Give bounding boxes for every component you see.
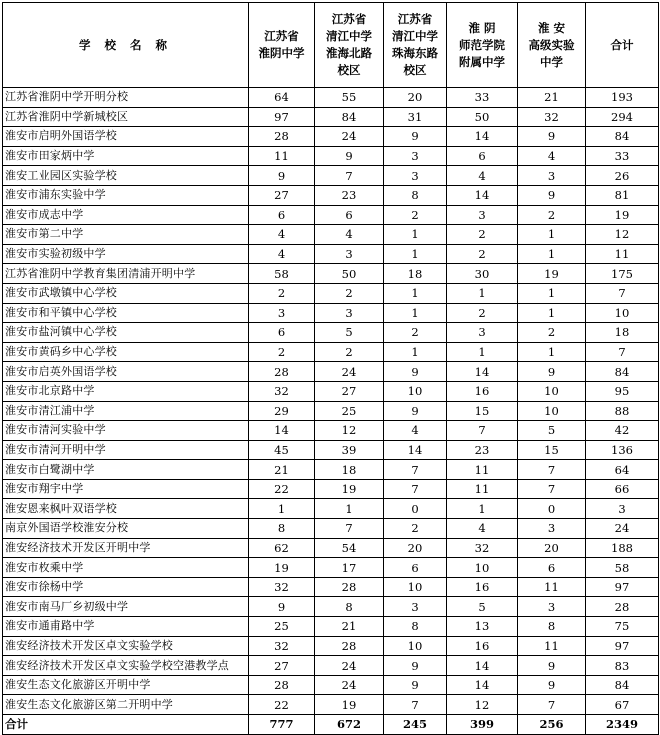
value-cell: 193 [586, 88, 659, 108]
value-cell: 29 [249, 401, 315, 421]
value-cell: 12 [315, 421, 384, 441]
value-cell: 18 [315, 460, 384, 480]
value-cell: 58 [249, 264, 315, 284]
value-cell: 25 [315, 401, 384, 421]
value-cell: 84 [315, 107, 384, 127]
school-name-cell: 淮安市翔宇中学 [3, 479, 249, 499]
school-name-cell: 淮安市清江浦中学 [3, 401, 249, 421]
table-row [3, 675, 659, 695]
school-name-cell: 淮安市盐河镇中心学校 [3, 323, 249, 343]
value-cell: 45 [249, 440, 315, 460]
value-cell: 1 [249, 499, 315, 519]
value-cell: 3 [447, 205, 518, 225]
value-cell: 7 [586, 283, 659, 303]
value-cell: 22 [249, 479, 315, 499]
table-row [3, 205, 659, 225]
table-row [3, 538, 659, 558]
value-cell: 26 [586, 166, 659, 186]
value-cell: 33 [586, 146, 659, 166]
value-cell: 9 [518, 675, 586, 695]
value-cell: 1 [518, 225, 586, 245]
table-row [3, 127, 659, 147]
value-cell: 8 [249, 519, 315, 539]
value-cell: 3 [384, 166, 447, 186]
school-name-cell: 淮安市徐杨中学 [3, 577, 249, 597]
school-name-cell: 淮安市通甫路中学 [3, 617, 249, 637]
value-cell: 1 [518, 342, 586, 362]
value-cell: 6 [518, 558, 586, 578]
value-cell: 1 [384, 225, 447, 245]
value-cell: 2 [249, 342, 315, 362]
table-row [3, 617, 659, 637]
value-cell: 97 [586, 636, 659, 656]
value-cell: 7 [315, 166, 384, 186]
value-cell: 64 [249, 88, 315, 108]
value-cell: 0 [384, 499, 447, 519]
value-cell: 294 [586, 107, 659, 127]
school-name-cell: 淮安市清河开明中学 [3, 440, 249, 460]
school-name-cell: 淮安市武墩镇中心学校 [3, 283, 249, 303]
value-cell: 3 [384, 597, 447, 617]
value-cell: 9 [384, 127, 447, 147]
column-header [586, 3, 659, 88]
table-row [3, 225, 659, 245]
value-cell: 188 [586, 538, 659, 558]
table-row [3, 421, 659, 441]
value-cell: 27 [249, 185, 315, 205]
total-cell: 2349 [586, 715, 659, 735]
value-cell: 6 [249, 205, 315, 225]
school-name-cell: 淮安经济技术开发区卓文实验学校 [3, 636, 249, 656]
value-cell: 16 [447, 577, 518, 597]
column-header-line: 珠海东路 [392, 46, 438, 60]
value-cell: 1 [384, 342, 447, 362]
value-cell: 7 [384, 479, 447, 499]
value-cell: 1 [315, 499, 384, 519]
school-name-cell: 淮安市黄码乡中心学校 [3, 342, 249, 362]
column-header-line: 校区 [337, 63, 361, 77]
value-cell: 42 [586, 421, 659, 441]
value-cell: 6 [315, 205, 384, 225]
value-cell: 7 [518, 479, 586, 499]
table-row [3, 656, 659, 676]
value-cell: 9 [249, 166, 315, 186]
value-cell: 4 [447, 519, 518, 539]
table-row [3, 401, 659, 421]
value-cell: 3 [586, 499, 659, 519]
school-name-cell: 淮安市白鹭湖中学 [3, 460, 249, 480]
value-cell: 2 [315, 283, 384, 303]
value-cell: 28 [249, 675, 315, 695]
value-cell: 4 [384, 421, 447, 441]
value-cell: 19 [315, 695, 384, 715]
school-name-cell: 淮安生态文化旅游区第二开明中学 [3, 695, 249, 715]
value-cell: 9 [384, 656, 447, 676]
column-header-line: 清江中学 [326, 29, 372, 43]
value-cell: 2 [518, 323, 586, 343]
value-cell: 5 [518, 421, 586, 441]
value-cell: 12 [447, 695, 518, 715]
value-cell: 83 [586, 656, 659, 676]
column-header-line: 淮海北路 [326, 46, 372, 60]
value-cell: 9 [249, 597, 315, 617]
table-row [3, 577, 659, 597]
value-cell: 7 [384, 460, 447, 480]
value-cell: 10 [384, 636, 447, 656]
table-row [3, 519, 659, 539]
value-cell: 23 [447, 440, 518, 460]
value-cell: 32 [249, 636, 315, 656]
value-cell: 10 [384, 381, 447, 401]
value-cell: 64 [586, 460, 659, 480]
value-cell: 19 [518, 264, 586, 284]
value-cell: 2 [315, 342, 384, 362]
value-cell: 88 [586, 401, 659, 421]
table-row [3, 695, 659, 715]
value-cell: 4 [518, 146, 586, 166]
value-cell: 25 [249, 617, 315, 637]
school-name-cell: 淮安市清河实验中学 [3, 421, 249, 441]
school-name-cell: 江苏省淮阴中学新城校区 [3, 107, 249, 127]
table-row [3, 244, 659, 264]
value-cell: 14 [384, 440, 447, 460]
value-cell: 13 [447, 617, 518, 637]
value-cell: 62 [249, 538, 315, 558]
value-cell: 2 [384, 205, 447, 225]
value-cell: 55 [315, 88, 384, 108]
table-row [3, 499, 659, 519]
value-cell: 14 [447, 656, 518, 676]
school-name-cell: 淮安市北京路中学 [3, 381, 249, 401]
value-cell: 24 [315, 127, 384, 147]
value-cell: 9 [384, 675, 447, 695]
value-cell: 1 [518, 283, 586, 303]
school-name-cell: 淮安市第二中学 [3, 225, 249, 245]
value-cell: 28 [315, 577, 384, 597]
value-cell: 9 [384, 401, 447, 421]
value-cell: 32 [249, 381, 315, 401]
value-cell: 2 [447, 244, 518, 264]
value-cell: 9 [315, 146, 384, 166]
column-header-line: 淮 安 [537, 20, 565, 35]
value-cell: 24 [315, 675, 384, 695]
value-cell: 9 [384, 362, 447, 382]
value-cell: 136 [586, 440, 659, 460]
value-cell: 21 [315, 617, 384, 637]
value-cell: 28 [249, 362, 315, 382]
value-cell: 50 [447, 107, 518, 127]
column-header [384, 3, 447, 88]
value-cell: 21 [518, 88, 586, 108]
value-cell: 28 [249, 127, 315, 147]
value-cell: 95 [586, 381, 659, 401]
column-header [249, 3, 315, 88]
value-cell: 8 [384, 185, 447, 205]
table-row [3, 479, 659, 499]
value-cell: 8 [315, 597, 384, 617]
value-cell: 33 [447, 88, 518, 108]
value-cell: 6 [384, 558, 447, 578]
school-name-cell: 淮安市启英外国语学校 [3, 362, 249, 382]
value-cell: 10 [586, 303, 659, 323]
value-cell: 11 [518, 636, 586, 656]
column-header-line: 高级实验 [528, 37, 575, 52]
value-cell: 11 [518, 577, 586, 597]
table-row [3, 460, 659, 480]
value-cell: 24 [586, 519, 659, 539]
column-header-line: 中学 [540, 54, 563, 69]
total-cell: 777 [249, 715, 315, 735]
table-row [3, 88, 659, 108]
school-name-cell: 南京外国语学校淮安分校 [3, 519, 249, 539]
school-name-cell: 淮安市成志中学 [3, 205, 249, 225]
school-name-cell: 淮安经济技术开发区开明中学 [3, 538, 249, 558]
value-cell: 175 [586, 264, 659, 284]
value-cell: 10 [384, 577, 447, 597]
value-cell: 50 [315, 264, 384, 284]
table-row [3, 558, 659, 578]
school-name-cell: 淮安市实验初级中学 [3, 244, 249, 264]
value-cell: 6 [249, 323, 315, 343]
value-cell: 2 [384, 323, 447, 343]
school-name-cell: 淮安市南马厂乡初级中学 [3, 597, 249, 617]
total-row [3, 715, 659, 735]
value-cell: 31 [384, 107, 447, 127]
school-name-header: 学 校 名 称 [3, 3, 249, 88]
value-cell: 17 [315, 558, 384, 578]
value-cell: 15 [447, 401, 518, 421]
table-row [3, 303, 659, 323]
value-cell: 24 [315, 656, 384, 676]
value-cell: 3 [518, 166, 586, 186]
school-name-cell: 淮安市启明外国语学校 [3, 127, 249, 147]
value-cell: 10 [447, 558, 518, 578]
table-row [3, 264, 659, 284]
school-name-cell: 淮安工业园区实验学校 [3, 166, 249, 186]
value-cell: 14 [447, 675, 518, 695]
value-cell: 21 [249, 460, 315, 480]
column-header-line: 清江中学 [392, 29, 438, 43]
value-cell: 19 [249, 558, 315, 578]
column-header-line: 淮阴中学 [258, 46, 305, 60]
table-row [3, 636, 659, 656]
value-cell: 5 [315, 323, 384, 343]
value-cell: 20 [384, 538, 447, 558]
column-header [315, 3, 384, 88]
value-cell: 20 [518, 538, 586, 558]
value-cell: 12 [586, 225, 659, 245]
value-cell: 4 [249, 225, 315, 245]
value-cell: 4 [249, 244, 315, 264]
value-cell: 3 [315, 244, 384, 264]
value-cell: 5 [447, 597, 518, 617]
value-cell: 58 [586, 558, 659, 578]
column-header-line: 江苏省 [397, 12, 433, 26]
school-name-cell: 淮安生态文化旅游区开明中学 [3, 675, 249, 695]
value-cell: 32 [518, 107, 586, 127]
value-cell: 3 [315, 303, 384, 323]
value-cell: 11 [447, 479, 518, 499]
value-cell: 81 [586, 185, 659, 205]
value-cell: 39 [315, 440, 384, 460]
value-cell: 1 [447, 499, 518, 519]
value-cell: 23 [315, 185, 384, 205]
value-cell: 16 [447, 636, 518, 656]
school-name-cell: 淮安市枚乘中学 [3, 558, 249, 578]
allocation-table [2, 2, 659, 735]
total-cell: 672 [315, 715, 384, 735]
value-cell: 11 [447, 460, 518, 480]
value-cell: 10 [518, 401, 586, 421]
column-header-line: 合计 [610, 37, 634, 52]
value-cell: 20 [384, 88, 447, 108]
value-cell: 66 [586, 479, 659, 499]
value-cell: 16 [447, 381, 518, 401]
value-cell: 67 [586, 695, 659, 715]
total-cell: 245 [384, 715, 447, 735]
table-row [3, 166, 659, 186]
column-header-line: 师范学院 [459, 37, 505, 52]
value-cell: 14 [447, 185, 518, 205]
value-cell: 18 [586, 323, 659, 343]
value-cell: 9 [518, 656, 586, 676]
school-name-cell: 淮安市和平镇中心学校 [3, 303, 249, 323]
table-row [3, 185, 659, 205]
value-cell: 4 [447, 166, 518, 186]
value-cell: 9 [518, 185, 586, 205]
value-cell: 3 [518, 519, 586, 539]
value-cell: 8 [518, 617, 586, 637]
value-cell: 7 [518, 695, 586, 715]
value-cell: 7 [518, 460, 586, 480]
column-header-line: 校区 [403, 63, 427, 77]
value-cell: 14 [447, 127, 518, 147]
table-row [3, 107, 659, 127]
value-cell: 3 [249, 303, 315, 323]
value-cell: 14 [447, 362, 518, 382]
table-row [3, 283, 659, 303]
table-row [3, 146, 659, 166]
value-cell: 7 [586, 342, 659, 362]
value-cell: 7 [384, 695, 447, 715]
value-cell: 1 [518, 244, 586, 264]
value-cell: 19 [315, 479, 384, 499]
value-cell: 22 [249, 695, 315, 715]
total-cell: 399 [447, 715, 518, 735]
value-cell: 84 [586, 362, 659, 382]
value-cell: 3 [447, 323, 518, 343]
school-name-cell: 淮安市田家炳中学 [3, 146, 249, 166]
value-cell: 2 [518, 205, 586, 225]
school-name-cell: 淮安恩来枫叶双语学校 [3, 499, 249, 519]
school-name-cell: 江苏省淮阴中学教育集团清浦开明中学 [3, 264, 249, 284]
value-cell: 14 [249, 421, 315, 441]
table-row [3, 342, 659, 362]
value-cell: 27 [249, 656, 315, 676]
value-cell: 7 [447, 421, 518, 441]
value-cell: 19 [586, 205, 659, 225]
value-cell: 0 [518, 499, 586, 519]
value-cell: 2 [384, 519, 447, 539]
table-row [3, 362, 659, 382]
value-cell: 1 [384, 303, 447, 323]
column-header-line: 附属中学 [459, 54, 505, 69]
value-cell: 30 [447, 264, 518, 284]
value-cell: 32 [447, 538, 518, 558]
value-cell: 75 [586, 617, 659, 637]
value-cell: 28 [586, 597, 659, 617]
column-header [447, 3, 518, 88]
value-cell: 11 [249, 146, 315, 166]
value-cell: 27 [315, 381, 384, 401]
total-label: 合计 [3, 715, 249, 735]
value-cell: 8 [384, 617, 447, 637]
school-name-cell: 淮安经济技术开发区卓文实验学校空港教学点 [3, 656, 249, 676]
value-cell: 11 [586, 244, 659, 264]
value-cell: 7 [315, 519, 384, 539]
value-cell: 9 [518, 127, 586, 147]
value-cell: 84 [586, 675, 659, 695]
value-cell: 1 [384, 244, 447, 264]
value-cell: 1 [447, 342, 518, 362]
header-row [3, 3, 659, 88]
value-cell: 10 [518, 381, 586, 401]
value-cell: 3 [384, 146, 447, 166]
value-cell: 84 [586, 127, 659, 147]
value-cell: 54 [315, 538, 384, 558]
school-name-cell: 江苏省淮阴中学开明分校 [3, 88, 249, 108]
value-cell: 1 [384, 283, 447, 303]
value-cell: 2 [447, 303, 518, 323]
value-cell: 32 [249, 577, 315, 597]
value-cell: 97 [586, 577, 659, 597]
value-cell: 97 [249, 107, 315, 127]
value-cell: 28 [315, 636, 384, 656]
school-name-cell: 淮安市浦东实验中学 [3, 185, 249, 205]
total-cell: 256 [518, 715, 586, 735]
value-cell: 4 [315, 225, 384, 245]
table-row [3, 597, 659, 617]
column-header-line: 江苏省 [331, 12, 367, 26]
value-cell: 24 [315, 362, 384, 382]
column-header [518, 3, 586, 88]
value-cell: 2 [447, 225, 518, 245]
value-cell: 15 [518, 440, 586, 460]
value-cell: 18 [384, 264, 447, 284]
table-row [3, 440, 659, 460]
column-header-line: 淮 阴 [468, 20, 496, 35]
value-cell: 9 [518, 362, 586, 382]
value-cell: 1 [447, 283, 518, 303]
table-row [3, 323, 659, 343]
table-row [3, 381, 659, 401]
value-cell: 1 [518, 303, 586, 323]
value-cell: 2 [249, 283, 315, 303]
value-cell: 3 [518, 597, 586, 617]
column-header-line: 江苏省 [264, 29, 299, 43]
value-cell: 6 [447, 146, 518, 166]
